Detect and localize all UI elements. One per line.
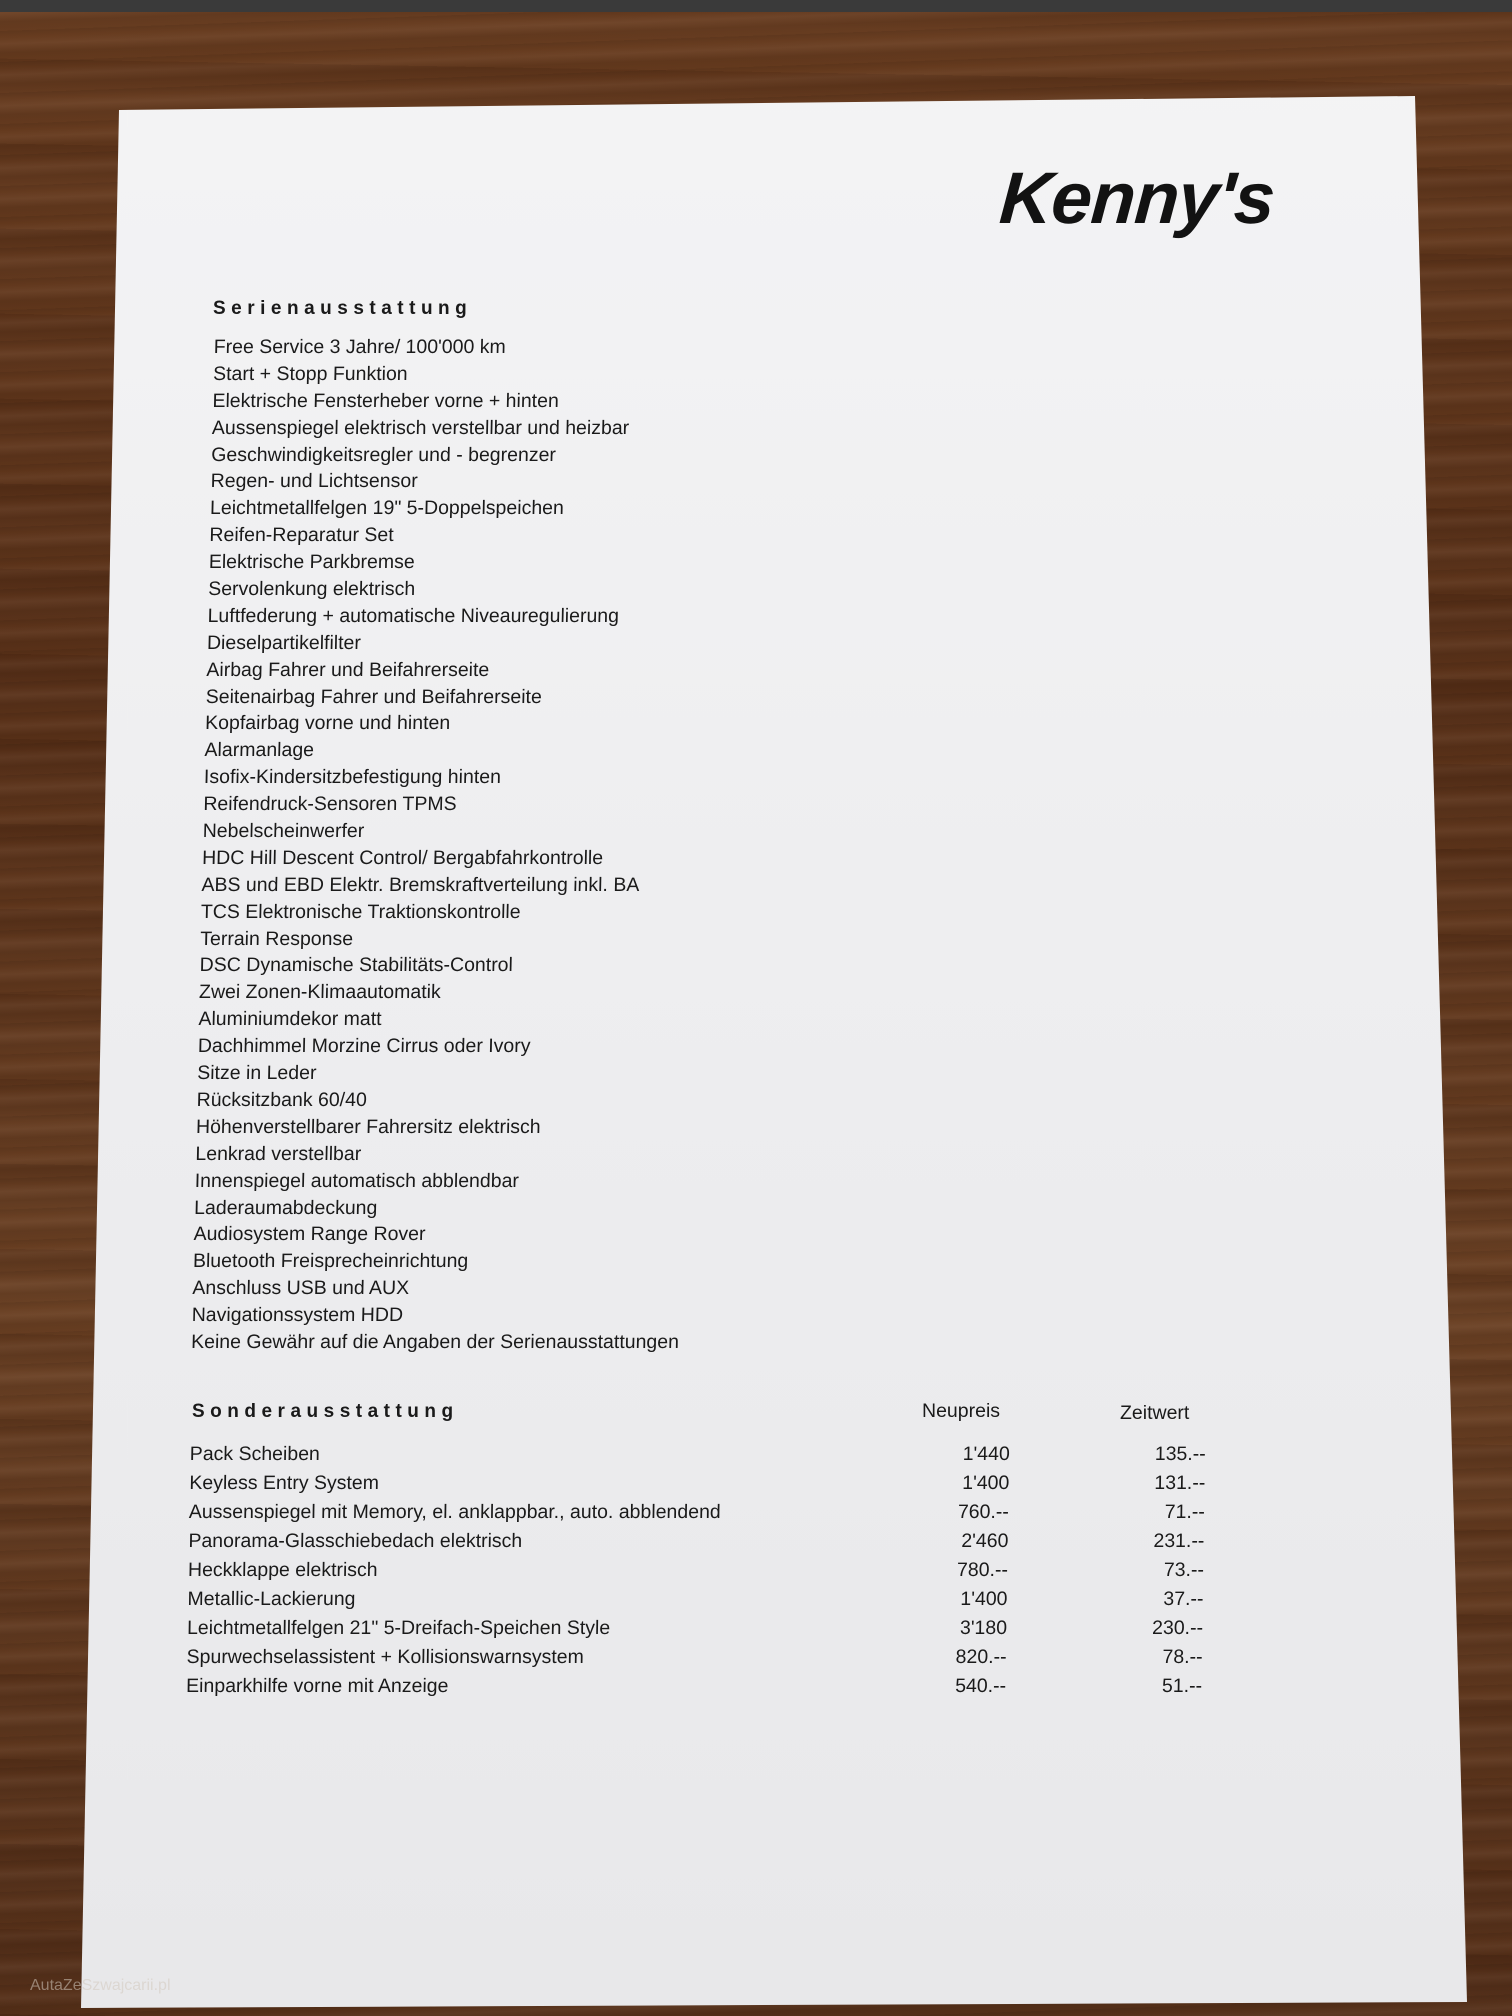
current-value: 37.-- xyxy=(1163,1588,1204,1610)
new-price: 1'400 xyxy=(962,1472,1010,1494)
table-row xyxy=(186,1672,1206,1701)
option-name: Spurwechselassistent + Kollisionswarnsystem xyxy=(186,1646,584,1668)
option-name: Leichtmetallfelgen 21" 5-Dreifach-Speichen Style xyxy=(186,1617,611,1639)
list-item: Dieselpartikelfilter xyxy=(206,631,362,654)
table-row xyxy=(190,1440,1210,1469)
option-name: Aussenspiegel mit Memory, el. anklappbar., auto. abblendend xyxy=(188,1501,721,1523)
current-value: 231.-- xyxy=(1153,1530,1205,1552)
new-price: 760.-- xyxy=(957,1501,1010,1523)
table-row xyxy=(187,1614,1207,1643)
table-row xyxy=(189,1498,1209,1527)
option-name: Metallic-Lackierung xyxy=(187,1588,356,1610)
list-item: Reifendruck-Sensoren TPMS xyxy=(203,793,457,816)
list-item: Nebelscheinwerfer xyxy=(202,820,365,843)
list-item: Servolenkung elektrisch xyxy=(207,578,416,601)
list-item: DSC Dynamische Stabilitäts-Control xyxy=(199,954,514,977)
list-item: Geschwindigkeitsregler und - begrenzer xyxy=(211,443,557,466)
current-value: 78.-- xyxy=(1162,1646,1203,1668)
list-item: Terrain Response xyxy=(200,927,354,950)
list-item: Bluetooth Freisprecheinrichtung xyxy=(192,1250,469,1273)
optional-equipment-title: Sonderausstattung xyxy=(192,1401,459,1422)
list-item: Leichtmetallfelgen 19" 5-Doppelspeichen xyxy=(209,497,565,520)
list-item: Lenkrad verstellbar xyxy=(195,1142,362,1165)
list-item: HDC Hill Descent Control/ Bergabfahrkontrolle xyxy=(201,846,604,869)
table-row xyxy=(188,1527,1208,1556)
option-name: Heckklappe elektrisch xyxy=(187,1559,378,1581)
list-item: TCS Elektronische Traktionskontrolle xyxy=(200,900,521,923)
option-name: Einparkhilfe vorne mit Anzeige xyxy=(185,1675,449,1697)
table-row xyxy=(189,1469,1209,1498)
list-item: Start + Stopp Funktion xyxy=(212,362,408,385)
list-item: Reifen-Reparatur Set xyxy=(209,524,394,547)
list-item: Kopfairbag vorne und hinten xyxy=(204,712,451,735)
watermark: AutaZeSzwajcarii.pl xyxy=(30,1977,171,1994)
option-name: Panorama-Glasschiebedach elektrisch xyxy=(188,1530,523,1552)
list-item: Zwei Zonen-Klimaautomatik xyxy=(198,981,441,1004)
option-name: Keyless Entry System xyxy=(189,1472,380,1494)
current-value: 51.-- xyxy=(1161,1675,1203,1697)
list-item: Airbag Fahrer und Beifahrerseite xyxy=(206,658,490,681)
list-item: Audiosystem Range Rover xyxy=(193,1223,426,1246)
list-item: Dachhimmel Morzine Cirrus oder Ivory xyxy=(197,1035,531,1058)
table-row xyxy=(186,1643,1206,1672)
standard-equipment-list xyxy=(191,334,702,1356)
new-price: 1'400 xyxy=(960,1588,1008,1610)
list-item: Luftfederung + automatische Niveauregulierung xyxy=(207,604,620,627)
list-item: Aussenspiegel elektrisch verstellbar und heizbar xyxy=(211,416,630,439)
current-value: 131.-- xyxy=(1154,1472,1206,1494)
list-item: Laderaumabdeckung xyxy=(193,1196,378,1219)
new-price: 1'440 xyxy=(962,1443,1010,1465)
new-price: 3'180 xyxy=(959,1617,1008,1639)
standard-equipment-title: Serienausstattung xyxy=(213,298,473,319)
list-item: Höhenverstellbarer Fahrersitz elektrisch xyxy=(195,1115,541,1138)
list-item: Regen- und Lichtsensor xyxy=(210,470,418,493)
column-header-current-value: Zeitwert xyxy=(1120,1402,1190,1424)
current-value: 73.-- xyxy=(1163,1559,1205,1581)
list-item: Sitze in Leder xyxy=(196,1062,317,1085)
list-item: Seitenairbag Fahrer und Beifahrerseite xyxy=(205,685,543,708)
list-item: Rücksitzbank 60/40 xyxy=(196,1088,368,1111)
list-item: Alarmanlage xyxy=(204,739,315,762)
current-value: 71.-- xyxy=(1164,1501,1206,1523)
list-item: Elektrische Parkbremse xyxy=(208,551,415,574)
new-price: 820.-- xyxy=(955,1646,1007,1668)
list-item: Keine Gewähr auf die Angaben der Serienausstattungen xyxy=(190,1330,680,1353)
table-row xyxy=(188,1556,1208,1585)
list-item: Isofix-Kindersitzbefestigung hinten xyxy=(203,766,502,789)
list-item: Aluminiumdekor matt xyxy=(198,1008,382,1031)
current-value: 135.-- xyxy=(1154,1443,1206,1465)
optional-equipment-table xyxy=(186,1440,1210,1701)
new-price: 540.-- xyxy=(955,1675,1007,1697)
new-price: 2'460 xyxy=(961,1530,1009,1552)
current-value: 230.-- xyxy=(1151,1617,1204,1639)
new-price: 780.-- xyxy=(956,1559,1009,1581)
column-header-new-price: Neupreis xyxy=(922,1400,1001,1422)
list-item: ABS und EBD Elektr. Bremskraftverteilung inkl. BA xyxy=(201,873,640,896)
list-item: Elektrische Fensterheber vorne + hinten xyxy=(212,389,560,412)
option-name: Pack Scheiben xyxy=(189,1443,321,1465)
list-item: Innenspiegel automatisch abblendbar xyxy=(194,1169,520,1192)
table-row xyxy=(187,1585,1207,1614)
list-item: Navigationssystem HDD xyxy=(191,1304,404,1327)
kennys-logo: Kenny's xyxy=(997,158,1277,239)
list-item: Free Service 3 Jahre/ 100'000 km xyxy=(213,336,507,358)
list-item: Anschluss USB und AUX xyxy=(192,1277,410,1300)
